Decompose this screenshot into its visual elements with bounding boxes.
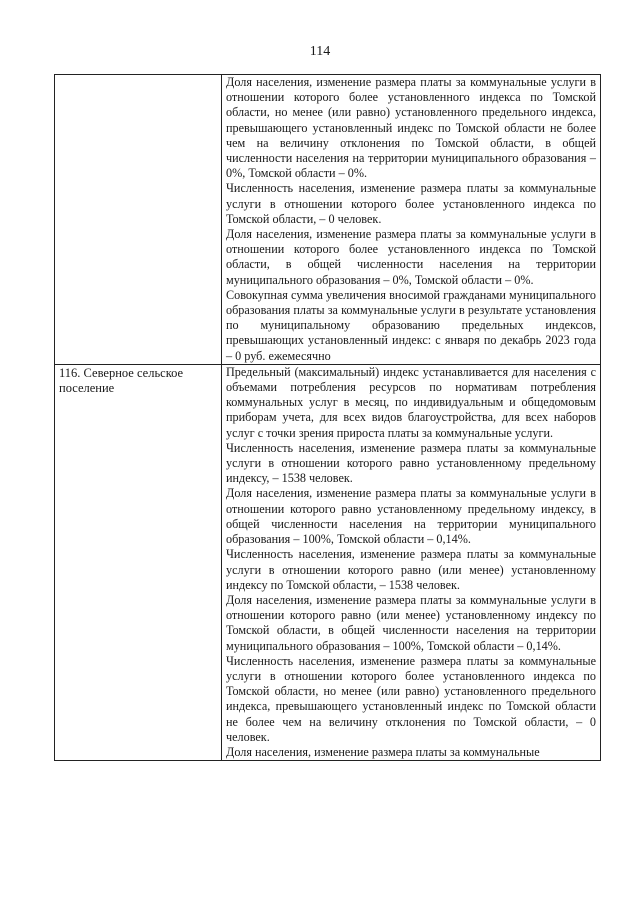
- table-row: [55, 75, 601, 365]
- paragraph: Численность населения, изменение размера платы за коммунальные услуги в отношении которого равно (или менее) установленному индексу по Томской области, – 1538 человек.: [226, 547, 596, 592]
- data-table: [54, 74, 601, 761]
- description-cell: [222, 75, 601, 365]
- page-number: 114: [309, 44, 331, 59]
- paragraph: Доля населения, изменение размера платы за коммунальные услуги в отношении которого равно установленному предельному индексу, в общей численности населения на территории муниципального образования – 100%, Томской области – 0,14%.: [226, 486, 596, 547]
- paragraph: Доля населения, изменение размера платы за коммунальные: [226, 744, 540, 759]
- municipality-cell: [55, 75, 222, 365]
- description-cell: [222, 364, 601, 760]
- paragraph: Доля населения, изменение размера платы за коммунальные услуги в отношении которого более установленного индекса по Томской области, в общей численности населения на территории муниципального образования – 0%, Томской области – 0%.: [226, 227, 596, 287]
- table-row: [55, 364, 601, 760]
- paragraph: Доля населения, изменение размера платы за коммунальные услуги в отношении которого более установленного индекса по Томской области, но менее (или равно) установленного предельного индекса, превышающего установленный индекс по Томской области не более чем на величину отклонения по Томской области, в общей численности населения на территории муниципального образования – 0%, Томской области – 0%.: [226, 75, 596, 181]
- paragraph: Численность населения, изменение размера платы за коммунальные услуги в отношении которого более установленного индекса по Томской области, но менее (или равно) установленного предельного индекса, превышающего установленный индекс по Томской области не более чем на величину отклонения по Томской области, – 0 человек.: [226, 653, 596, 744]
- municipality-cell: [55, 364, 222, 760]
- paragraph: Доля населения, изменение размера платы за коммунальные услуги в отношении которого равно (или менее) установленному индексу по Томской области, в общей численности населения на территории муниципального образования – 100%, Томской области – 0,14%.: [226, 592, 596, 653]
- paragraph: Предельный (максимальный) индекс устанавливается для населения с объемами потребления ресурсов по нормативам потребления коммунальных услуг в месяц, по индивидуальным и общедомовым приборам учета, для всех видов благоустройства, для всех наборов услуг с точки зрения прироста платы за коммунальные услуги.: [226, 364, 596, 440]
- municipality-name: 116. Северное сельское поселение: [59, 365, 184, 395]
- municipality-name: [59, 75, 217, 76]
- paragraph: Численность населения, изменение размера платы за коммунальные услуги в отношении которого более установленного индекса по Томской области, – 0 человек.: [226, 181, 596, 226]
- paragraph: Численность населения, изменение размера платы за коммунальные услуги в отношении которого равно установленному предельному индексу, – 1538 человек.: [226, 440, 596, 486]
- paragraph: Совокупная сумма увеличения вносимой гражданами муниципального образования платы за коммунальные услуги в результате установления по муниципальному образованию предельных индексов, превышающих установленный индекс: с января по декабрь 2023 года – 0 руб. ежемесячно: [226, 287, 596, 363]
